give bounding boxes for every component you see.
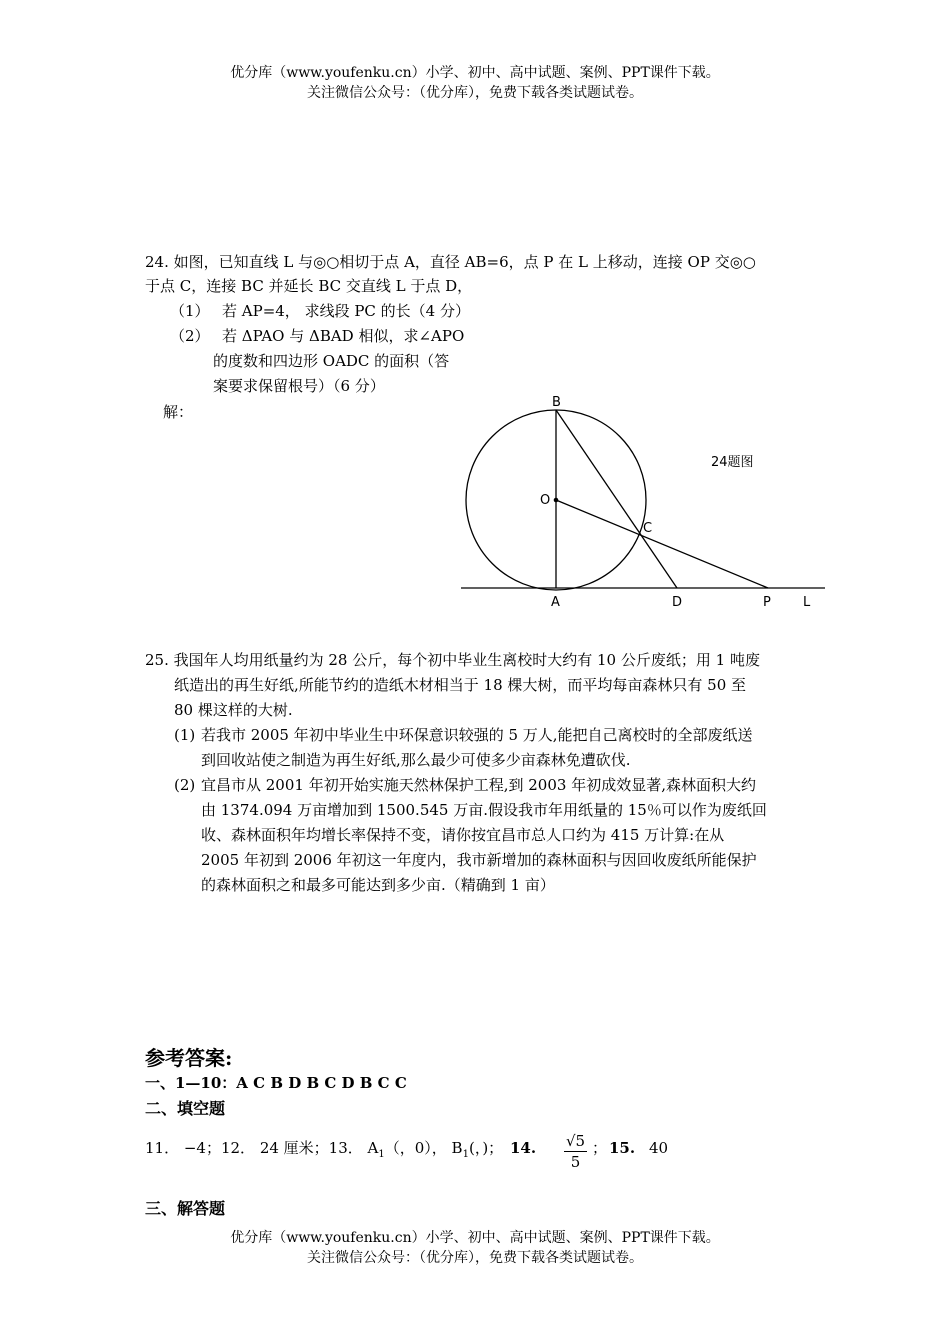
q24-sub2-num: （2） bbox=[170, 327, 210, 345]
q24-sub1-num: （1） bbox=[170, 302, 210, 320]
q25-s2-line-5: 的森林面积之和最多可能达到多少亩.（精确到 1 亩） bbox=[201, 876, 555, 894]
q25-s1-line-1: 若我市 2005 年初中毕业生中环保意识较强的 5 万人,能把自己离校时的全部废纸送 bbox=[201, 726, 753, 744]
figure-caption: 24题图 bbox=[711, 455, 754, 470]
q24-sub2-line2: 的度数和四边形 OADC 的面积（答 bbox=[213, 352, 450, 370]
q14-numerator: √5 bbox=[566, 1132, 586, 1150]
fill-answer-a: 11． −4；12． 24 厘米；13． A bbox=[145, 1139, 379, 1157]
fill-sub-a: 1 bbox=[378, 1149, 385, 1160]
label-a: A bbox=[551, 595, 560, 610]
q14-semicolon: ； bbox=[592, 1139, 608, 1157]
fill-answer-b: （，0）， B bbox=[384, 1139, 463, 1157]
header-line-1: 优分库（www.youfenku.cn）小学、初中、高中试题、案例、PPT课件下载。 bbox=[230, 65, 720, 81]
header-line-2: 关注微信公众号：（优分库），免费下载各类试题试卷。 bbox=[307, 85, 643, 101]
q24-sub2-line3: 案要求保留根号）（6 分） bbox=[213, 377, 385, 395]
q25-s2-num: (2) bbox=[174, 776, 196, 794]
fill-answer-c: (，)； bbox=[468, 1139, 504, 1157]
q14-fraction bbox=[564, 1131, 587, 1172]
label-b: B bbox=[552, 395, 561, 410]
label-c: C bbox=[643, 521, 653, 536]
q25-s2-line-4: 2005 年初到 2006 年初这一年度内，我市新增加的森林面积与因回收废纸所能保护 bbox=[201, 851, 757, 869]
center-o-dot bbox=[554, 498, 559, 503]
label-l: L bbox=[803, 595, 811, 610]
line-bd bbox=[556, 410, 677, 588]
answers-part2: 二、填空题 bbox=[145, 1099, 226, 1118]
footer-line-1: 优分库（www.youfenku.cn）小学、初中、高中试题、案例、PPT课件下载。 bbox=[230, 1230, 720, 1246]
q24-jie: 解： bbox=[163, 403, 194, 421]
fill-sub-b: 1 bbox=[462, 1149, 469, 1160]
q25-s2-line-3: 收、森林面积年均增长率保持不变，请你按宜昌市总人口约为 415 万计算:在从 bbox=[201, 826, 725, 844]
answers-title: 参考答案: bbox=[145, 1046, 233, 1070]
q24-line-1: 24. 如图，已知直线 L 与◎○相切于点 A，直径 AB=6，点 P 在 L 上移动，连接 OP 交◎○ bbox=[145, 253, 756, 271]
q25-s1-num: (1) bbox=[174, 726, 196, 744]
label-p: P bbox=[763, 595, 771, 610]
q25-s2-line-2: 由 1374.094 万亩增加到 1500.545 万亩.假设我市年用纸量的 15％可以作为废纸回 bbox=[201, 801, 767, 819]
q15-label: 15. bbox=[609, 1139, 636, 1157]
q25-line-1: 25. 我国年人均用纸量约为 28 公斤，每个初中毕业生离校时大约有 10 公斤废纸；用 1 吨废 bbox=[145, 651, 760, 669]
q14-denominator: 5 bbox=[570, 1153, 581, 1171]
answers-part3: 三、解答题 bbox=[145, 1199, 226, 1218]
line-op bbox=[556, 500, 768, 588]
q25-line-2: 纸造出的再生好纸,所能节约的造纸木材相当于 18 棵大树，而平均每亩森林只有 50 至 bbox=[174, 676, 747, 694]
q14-label: 14. bbox=[509, 1139, 537, 1157]
label-d: D bbox=[672, 595, 683, 610]
fill-answers-row bbox=[145, 1136, 536, 1167]
q25-s1-line-2: 到回收站使之制造为再生好纸,那么最少可使多少亩森林免遭砍伐. bbox=[201, 751, 631, 769]
label-o: O bbox=[540, 493, 551, 508]
q15-value: 40 bbox=[649, 1139, 669, 1157]
q24-line-2: 于点 C，连接 BC 并延长 BC 交直线 L 于点 D， bbox=[145, 277, 473, 295]
q24-sub2-text: 若 ΔPAO 与 ΔBAD 相似，求∠APO bbox=[222, 327, 465, 345]
answers-part1: 一、1—10：A C B D B C D B C C bbox=[145, 1074, 407, 1092]
q25-line-3: 80 棵这样的大树. bbox=[174, 701, 293, 719]
footer-line-2: 关注微信公众号：（优分库），免费下载各类试题试卷。 bbox=[307, 1250, 643, 1266]
q24-figure bbox=[455, 388, 835, 618]
q24-sub1-text: 若 AP=4， 求线段 PC 的长（4 分） bbox=[222, 302, 470, 320]
q25-s2-line-1: 宜昌市从 2001 年初开始实施天然林保护工程,到 2003 年初成效显著,森林面积大约 bbox=[201, 776, 756, 794]
